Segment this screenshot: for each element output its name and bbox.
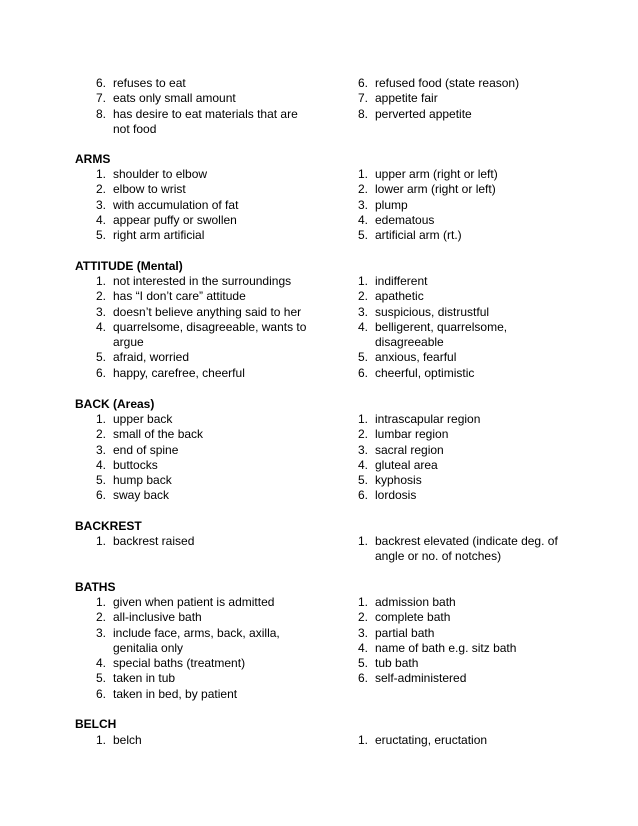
item-number: 5. — [357, 228, 368, 243]
list-item — [94, 289, 334, 304]
list-item — [356, 366, 566, 381]
item-text: taken in bed, by patient — [113, 686, 238, 701]
list-item — [356, 182, 566, 197]
list-item — [94, 412, 334, 427]
list-item — [94, 91, 334, 106]
item-text: lower arm (right or left) — [375, 182, 496, 197]
item-text: special baths (treatment) — [113, 656, 246, 671]
item-text: name of bath e.g. sitz bath — [375, 640, 517, 655]
medical-terms-column — [356, 733, 566, 748]
item-number: 4. — [95, 656, 106, 671]
lay-terms-column — [94, 167, 334, 243]
item-text: gluteal area — [375, 457, 438, 472]
list-item — [94, 427, 334, 442]
item-text: with accumulation of fat — [113, 197, 239, 212]
item-number: 2. — [95, 289, 106, 304]
item-number: 7. — [95, 91, 106, 106]
section-heading-baths: BATHS — [75, 580, 116, 594]
lay-terms-column — [94, 76, 334, 137]
list-item — [356, 350, 566, 365]
list-item — [94, 671, 334, 686]
item-text: partial bath — [375, 625, 435, 640]
item-text: elbow to wrist — [113, 182, 186, 197]
item-number: 2. — [95, 427, 106, 442]
item-text: indifferent — [375, 274, 428, 288]
item-number: 2. — [357, 182, 368, 197]
item-number: 6. — [95, 76, 106, 90]
item-number: 2. — [95, 610, 106, 625]
item-text: admission bath — [375, 595, 456, 609]
list-item — [94, 366, 334, 381]
item-number: 1. — [95, 274, 106, 288]
medical-terms-column — [356, 76, 566, 122]
list-item — [94, 488, 334, 503]
list-item — [356, 671, 566, 686]
item-number: 4. — [357, 457, 368, 472]
list-item — [94, 228, 334, 243]
list-item — [94, 610, 334, 625]
item-text: lordosis — [375, 488, 417, 503]
item-number: 3. — [95, 197, 106, 212]
list-item — [94, 198, 334, 213]
item-number: 3. — [357, 304, 368, 319]
lay-terms-column — [94, 274, 334, 381]
item-text: doesn’t believe anything said to her — [113, 304, 302, 319]
list-item — [94, 687, 334, 702]
item-number: 6. — [357, 671, 368, 686]
item-text: include face, arms, back, axilla, genitalia only — [113, 625, 280, 655]
item-number: 2. — [357, 427, 368, 442]
item-number: 2. — [357, 289, 368, 304]
item-text: taken in tub — [113, 671, 176, 686]
item-number: 3. — [95, 625, 106, 640]
item-text: hump back — [113, 473, 172, 488]
list-item — [356, 76, 566, 91]
item-number: 5. — [357, 473, 368, 488]
item-number: 8. — [357, 106, 368, 121]
item-text: tub bath — [375, 656, 419, 671]
item-number: 1. — [357, 595, 368, 609]
list-item — [94, 182, 334, 197]
medical-terms-column — [356, 167, 566, 243]
list-item — [356, 412, 566, 427]
item-number: 6. — [95, 686, 106, 701]
item-number: 6. — [357, 488, 368, 503]
list-item — [94, 534, 334, 549]
item-text: happy, carefree, cheerful — [113, 365, 245, 380]
item-text: kyphosis — [375, 473, 422, 488]
item-text: upper arm (right or left) — [375, 167, 498, 181]
item-text: quarrelsome, disagreeable, wants to argue — [113, 319, 307, 350]
item-text: suspicious, distrustful — [375, 304, 490, 319]
item-text: belch — [113, 733, 142, 747]
list-item — [94, 473, 334, 488]
section-heading-back: BACK (Areas) — [75, 397, 155, 411]
item-number: 4. — [95, 212, 106, 227]
item-number: 4. — [95, 457, 106, 472]
item-number: 1. — [95, 412, 106, 426]
item-text: right arm artificial — [113, 228, 205, 243]
item-number: 3. — [357, 197, 368, 212]
item-text: refuses to eat — [113, 76, 186, 90]
section-heading-attitude: ATTITUDE (Mental) — [75, 259, 183, 273]
list-item — [94, 167, 334, 182]
item-text: refused food (state reason) — [375, 76, 520, 90]
item-number: 1. — [357, 534, 368, 548]
list-item — [94, 458, 334, 473]
item-text: buttocks — [113, 457, 158, 472]
list-item — [356, 458, 566, 473]
item-number: 4. — [357, 319, 368, 334]
item-number: 6. — [357, 365, 368, 380]
medical-terms-column — [356, 534, 566, 565]
item-number: 5. — [357, 656, 368, 671]
item-text: sacral region — [375, 442, 444, 457]
item-text: apathetic — [375, 289, 424, 304]
item-number: 1. — [95, 733, 106, 747]
lay-terms-column — [94, 595, 334, 702]
list-item — [356, 641, 566, 656]
item-text: appetite fair — [375, 91, 438, 106]
list-item — [356, 610, 566, 625]
item-number: 4. — [95, 319, 106, 334]
item-number: 1. — [95, 167, 106, 181]
item-text: backrest elevated (indicate deg. of angle or no. of notches) — [375, 534, 558, 564]
item-text: has desire to eat materials that are not food — [113, 106, 298, 136]
item-text: has “I don’t care” attitude — [113, 289, 246, 304]
item-number: 5. — [95, 671, 106, 686]
medical-terms-column — [356, 412, 566, 504]
item-text: afraid, worried — [113, 350, 190, 365]
list-item — [356, 534, 566, 565]
list-item — [356, 473, 566, 488]
item-text: shoulder to elbow — [113, 167, 208, 181]
list-item — [356, 427, 566, 442]
medical-terms-column — [356, 274, 566, 381]
item-number: 1. — [357, 274, 368, 288]
item-text: eats only small amount — [113, 91, 236, 106]
item-number: 3. — [357, 625, 368, 640]
lay-terms-column — [94, 733, 334, 748]
item-text: given when patient is admitted — [113, 595, 275, 609]
list-item — [94, 626, 334, 657]
item-number: 2. — [95, 182, 106, 197]
item-text: self-administered — [375, 671, 467, 686]
list-item — [356, 167, 566, 182]
list-item — [356, 289, 566, 304]
item-number: 7. — [357, 91, 368, 106]
item-text: not interested in the surroundings — [113, 274, 292, 288]
list-item — [94, 76, 334, 91]
item-number: 5. — [95, 473, 106, 488]
item-number: 1. — [95, 595, 106, 609]
item-number: 3. — [95, 442, 106, 457]
list-item — [356, 320, 566, 351]
item-number: 4. — [357, 212, 368, 227]
item-text: backrest raised — [113, 534, 195, 548]
list-item — [356, 443, 566, 458]
item-number: 2. — [357, 610, 368, 625]
list-item — [94, 350, 334, 365]
item-text: artificial arm (rt.) — [375, 228, 462, 243]
list-item — [356, 656, 566, 671]
item-text: anxious, fearful — [375, 350, 457, 365]
item-text: appear puffy or swollen — [113, 212, 237, 227]
list-item — [94, 443, 334, 458]
item-number: 1. — [357, 412, 368, 426]
item-text: plump — [375, 197, 408, 212]
item-number: 1. — [357, 733, 368, 747]
list-item — [94, 595, 334, 610]
item-number: 4. — [357, 640, 368, 655]
list-item — [356, 595, 566, 610]
item-text: eructating, eructation — [375, 733, 488, 747]
item-number: 6. — [357, 76, 368, 90]
list-item — [94, 320, 334, 351]
item-text: lumbar region — [375, 427, 449, 442]
item-number: 6. — [95, 488, 106, 503]
item-number: 6. — [95, 365, 106, 380]
lay-terms-column — [94, 412, 334, 504]
item-text: edematous — [375, 212, 435, 227]
item-text: small of the back — [113, 427, 204, 442]
item-text: upper back — [113, 412, 173, 426]
list-item — [356, 228, 566, 243]
item-number: 5. — [95, 350, 106, 365]
list-item — [356, 305, 566, 320]
lay-terms-column — [94, 534, 334, 549]
item-text: belligerent, quarrelsome, disagreeable — [375, 319, 508, 350]
list-item — [356, 198, 566, 213]
list-item — [356, 107, 566, 122]
item-number: 3. — [95, 304, 106, 319]
item-number: 8. — [95, 106, 106, 121]
list-item — [356, 733, 566, 748]
list-item — [356, 213, 566, 228]
list-item — [94, 274, 334, 289]
item-number: 5. — [95, 228, 106, 243]
section-heading-belch: BELCH — [75, 717, 117, 731]
list-item — [356, 626, 566, 641]
list-item — [94, 213, 334, 228]
item-text: intrascapular region — [375, 412, 481, 426]
item-number: 3. — [357, 442, 368, 457]
section-heading-backrest: BACKREST — [75, 519, 142, 533]
item-number: 1. — [95, 534, 106, 548]
item-text: cheerful, optimistic — [375, 365, 475, 380]
list-item — [356, 488, 566, 503]
list-item — [94, 107, 334, 138]
list-item — [94, 733, 334, 748]
item-number: 5. — [357, 350, 368, 365]
list-item — [356, 91, 566, 106]
item-text: complete bath — [375, 610, 451, 625]
item-text: perverted appetite — [375, 106, 472, 121]
item-text: sway back — [113, 488, 170, 503]
item-text: all-inclusive bath — [113, 610, 202, 625]
item-number: 1. — [357, 167, 368, 181]
medical-terms-column — [356, 595, 566, 687]
item-text: end of spine — [113, 442, 179, 457]
section-heading-arms: ARMS — [75, 152, 111, 166]
list-item — [94, 656, 334, 671]
list-item — [356, 274, 566, 289]
list-item — [94, 305, 334, 320]
